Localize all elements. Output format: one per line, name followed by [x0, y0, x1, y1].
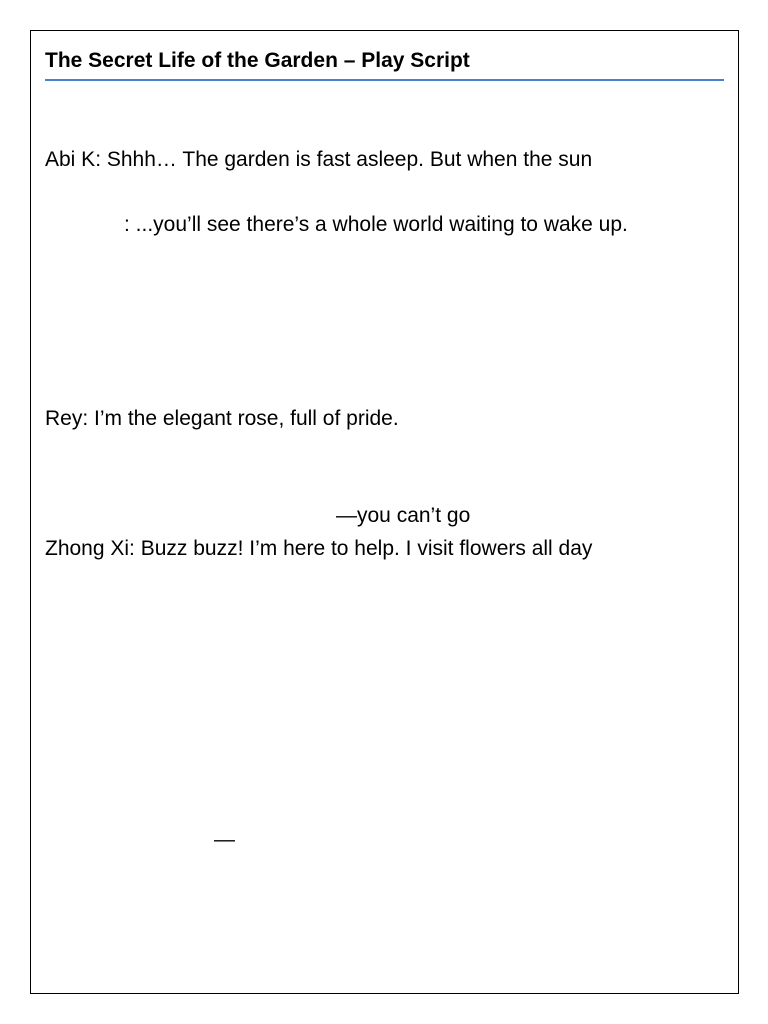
script-line-zhong-xi: Zhong Xi: Buzz buzz! I’m here to help. I visit flowers all day	[45, 537, 593, 560]
script-line-abi: Abi K: Shhh… The garden is fast asleep. But when the sun	[45, 148, 593, 171]
document-title: The Secret Life of the Garden – Play Script	[45, 47, 724, 81]
script-dash: —	[214, 828, 235, 851]
script-line-fragment: —you can’t go	[336, 504, 471, 527]
script-page	[30, 30, 739, 994]
script-line-continuation: : ...you’ll see there’s a whole world waiting to wake up.	[124, 213, 628, 236]
script-line-rey: Rey: I’m the elegant rose, full of pride.	[45, 407, 399, 430]
